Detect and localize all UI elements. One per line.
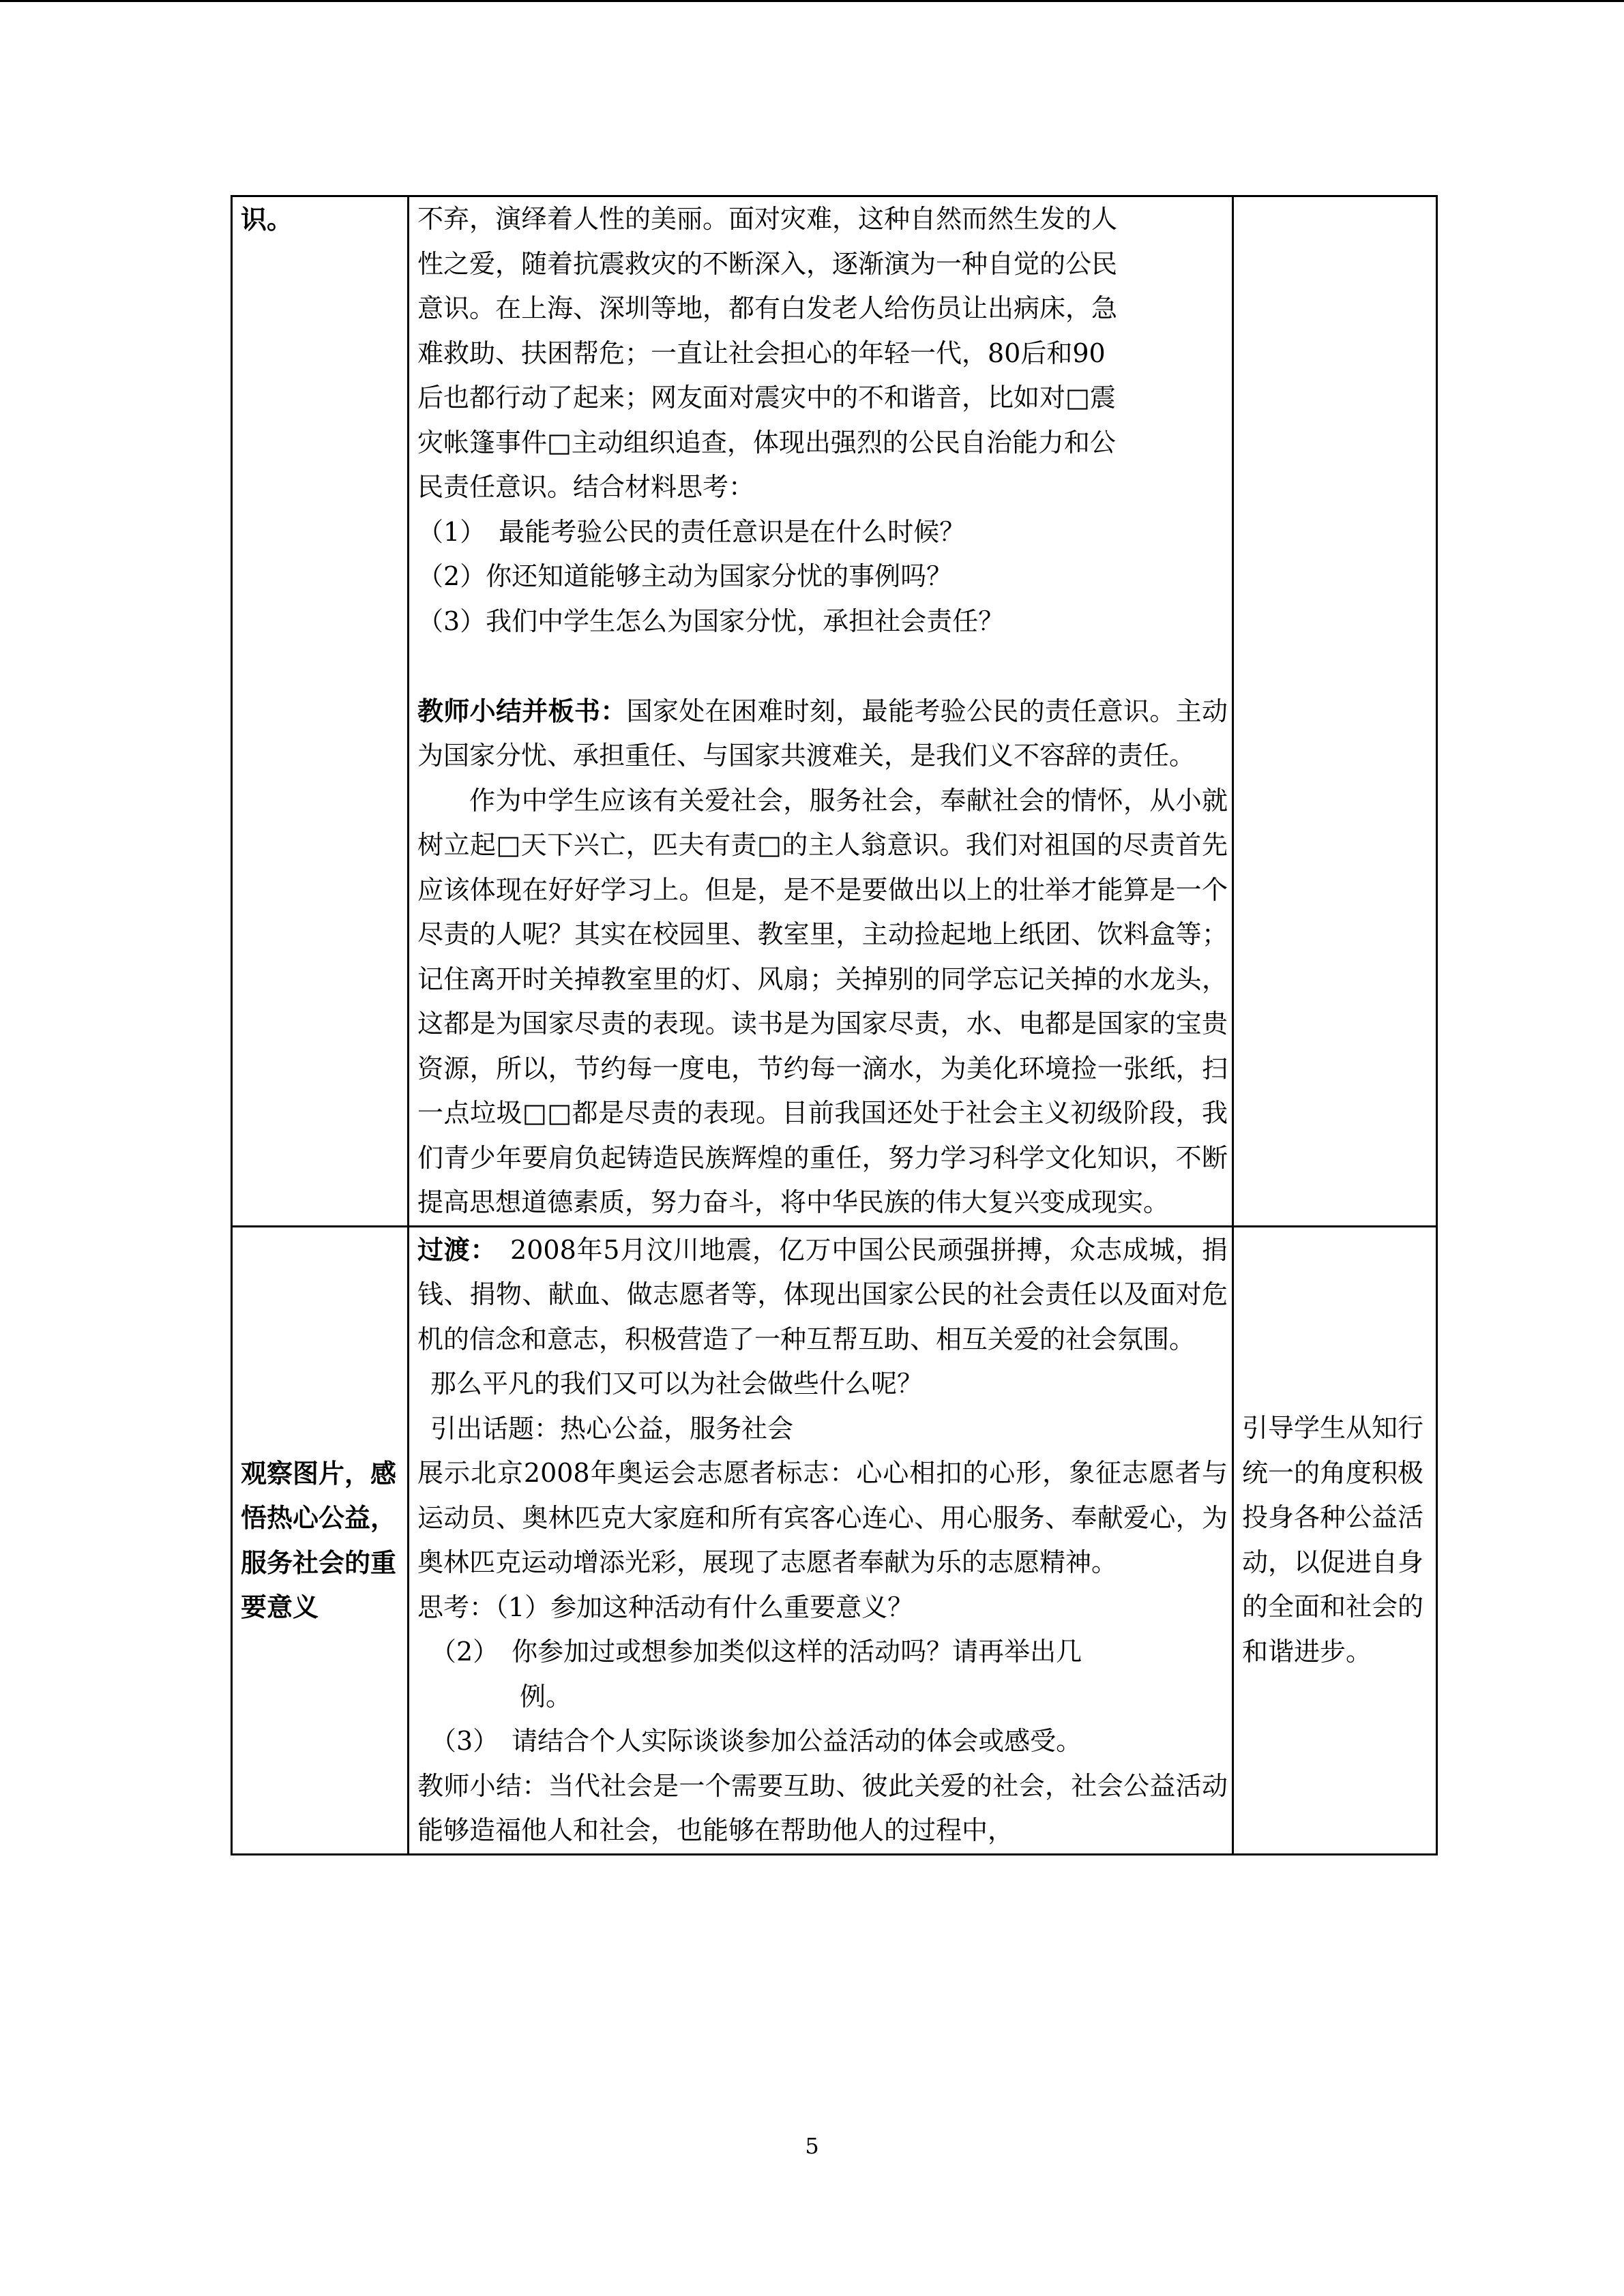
intent-cell: 引导学生从知行统一的角度积极投身各种公益活动，以促进自身的全面和社会的和谐进步。 <box>1233 1226 1437 1854</box>
transition-text: 2008年5月汶川地震，亿万中国公民顽强拼搏，众志成城，捐钱、捐物、献血、做志愿者等，体现出国家公民的社会责任以及面对危机的信念和意志，积极营造了一种互帮互助、相互关爱的社会氛围。 <box>417 1234 1228 1354</box>
transition-label: 过渡： <box>417 1234 484 1265</box>
question-line: 那么平凡的我们又可以为社会做些什么呢？ <box>430 1369 924 1399</box>
summary-text: 国家处在困难时刻，最能考验公民的责任意识。主动为国家分忧、承担重任、与国家共渡难关，是我们义不容辞的责任。 <box>417 696 1228 771</box>
think-question: 思考：（1）参加这种活动有什么重要意义？ <box>417 1592 914 1622</box>
think-question: （2） 你参加过或想参加类似这样的活动吗？请再举出几 <box>430 1637 1082 1667</box>
lesson-plan-table <box>231 195 1438 1855</box>
material-line: 性之爱，随着抗震救灾的不断深入，逐渐演为一种自觉的公民 <box>417 248 1118 279</box>
intent-cell <box>1233 196 1437 1227</box>
material-line: 意识。在上海、深圳等地，都有白发老人给伤员让出病床，急 <box>417 293 1118 323</box>
summary-label: 教师小结并板书： <box>417 695 627 726</box>
content-cell <box>409 196 1233 1227</box>
teacher-summary: 教师小结：当代社会是一个需要互助、彼此关爱的社会，社会公益活动能够造福他人和社会，也能够在帮助他人的过程中， <box>417 1770 1228 1845</box>
think-question: （3） 请结合个人实际谈谈参加公益活动的体会或感受。 <box>430 1726 1082 1756</box>
page-number: 5 <box>805 2133 819 2159</box>
material-line: 难救助、扶困帮危；一直让社会担心的年轻一代，80后和90 <box>417 338 1106 368</box>
teacher-summary <box>417 689 1228 779</box>
material-line: 民责任意识。结合材料思考： <box>417 472 755 502</box>
topic-line: 引出话题：热心公益，服务社会 <box>430 1413 794 1444</box>
material-line: 后也都行动了起来；网友面对震灾中的不和谐音，比如对□震 <box>417 383 1116 413</box>
transition-paragraph <box>417 1227 1228 1362</box>
stage-cell: 观察图片，感悟热心公益，服务社会的重要意义 <box>232 1226 409 1854</box>
discussion-question: （2）你还知道能够主动为国家分忧的事例吗？ <box>417 561 953 591</box>
logo-description: 展示北京2008年奥运会志愿者标志：心心相扣的心形，象征志愿者与运动员、奥林匹克大家庭和所有宾客心连心、用心服务、奉献爱心，为奥林匹克运动增添光彩，展现了志愿者奉献为乐的志愿精神。 <box>417 1458 1228 1577</box>
table-row <box>232 1226 1437 1854</box>
content-cell <box>409 1226 1233 1854</box>
page-top-border <box>0 0 1624 2</box>
material-line: 不弃，演绎着人性的美丽。面对灾难，这种自然而然生发的人 <box>417 204 1118 234</box>
discussion-question: （3）我们中学生怎么为国家分忧，承担社会责任？ <box>417 606 1005 636</box>
stage-cell: 识。 <box>232 196 409 1227</box>
table-row <box>232 196 1437 1227</box>
think-question-cont: 例。 <box>520 1681 572 1712</box>
spacer <box>417 644 1228 689</box>
discussion-question: （1） 最能考验公民的责任意识是在什么时候？ <box>417 516 966 547</box>
closing-paragraph: 作为中学生应该有关爱社会，服务社会，奉献社会的情怀，从小就树立起□天下兴亡，匹夫有责□的主人翁意识。我们对祖国的尽责首先应该体现在好好学习上。但是，是不是要做出以上的壮举才能算是一个尽责的人呢？其实在校园里、教室里，主动捡起地上纸团、饮料盒等；记住离开时关掉教室里的灯、风扇；关掉别的同学忘记关掉的水龙头，这都是为国家尽责的表现。读书是为国家尽责，水、电都是国家的宝贵资源，所以，节约每一度电，节约每一滴水，为美化环境捡一张纸，扫一点垃圾□□都是尽责的表现。目前我国还处于社会主义初级阶段，我们青少年要肩负起铸造民族辉煌的重任，努力学习科学文化知识，不断提高思想道德素质，努力奋斗，将中华民族的伟大复兴变成现实。 <box>417 785 1228 1217</box>
material-line: 灾帐篷事件□主动组织追查，体现出强烈的公民自治能力和公 <box>417 427 1116 458</box>
